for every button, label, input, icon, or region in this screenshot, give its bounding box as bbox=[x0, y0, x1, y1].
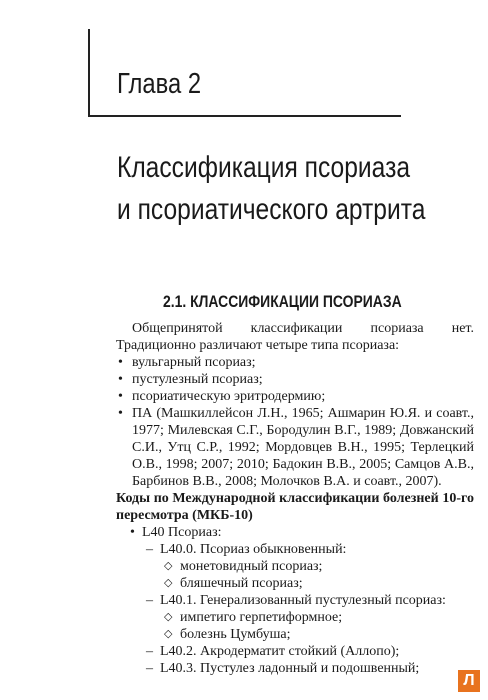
publisher-logo-icon: Л bbox=[458, 670, 480, 692]
type-item-pustular: • пустулезный псориаз; bbox=[116, 371, 474, 388]
icd-l40-0: – L40.0. Псориаз обыкновенный: bbox=[116, 541, 474, 558]
icd-l40-0-coin: ◇ монетовидный псориаз; bbox=[116, 558, 474, 575]
icd-l40-1-impetigo: ◇ импетиго герпетиформное; bbox=[116, 609, 474, 626]
chapter-title bbox=[117, 147, 425, 231]
body-text bbox=[116, 320, 474, 677]
chapter-label: Глава 2 bbox=[117, 68, 202, 100]
type-item-erythroderma: • псориатическую эритродермию; bbox=[116, 388, 474, 405]
icd-heading: Коды по Международной классификации болезней 10-го пересмотра (МКБ-10) bbox=[116, 491, 474, 523]
section-heading: 2.1. КЛАССИФИКАЦИИ ПСОРИАЗА bbox=[163, 292, 402, 311]
icd-l40-1: – L40.1. Генерализованный пустулезный псориаз: bbox=[116, 592, 474, 609]
type-item-vulgar: • вульгарный псориаз; bbox=[116, 354, 474, 371]
chapter-title-line-2: и псориатического артрита bbox=[117, 193, 426, 226]
icd-l40-0-plaque: ◇ бляшечный псориаз; bbox=[116, 575, 474, 592]
icd-l40-3: – L40.3. Пустулез ладонный и подошвенный; bbox=[116, 660, 474, 677]
intro-paragraph: Общепринятой классификации псориаза нет. Традиционно различают четыре типа псориаза: bbox=[116, 321, 474, 353]
chapter-title-line-1: Классификация псориаза bbox=[117, 151, 411, 184]
icd-l40-1-zumbusch: ◇ болезнь Цумбуша; bbox=[116, 626, 474, 643]
type-item-pa: • ПА (Машкиллейсон Л.Н., 1965; Ашмарин Ю.Я. и соавт., 1977; Милевская С.Г., Бородулин В.Г., 1989; Довжанский С.И., Утц С.Р., 1992; Мордовцев В.Н., 1995; Терлецкий О.В., 1998; 2007; 2010; Бадокин В.В., 2005; Самцов А.В., Барбинов В.В., 2008; Молочков В.А. и соавт., 2007). bbox=[116, 405, 474, 490]
icd-l40-2: – L40.2. Акродерматит стойкий (Аллопо); bbox=[116, 643, 474, 660]
icd-l40: • L40 Псориаз: bbox=[116, 524, 474, 541]
